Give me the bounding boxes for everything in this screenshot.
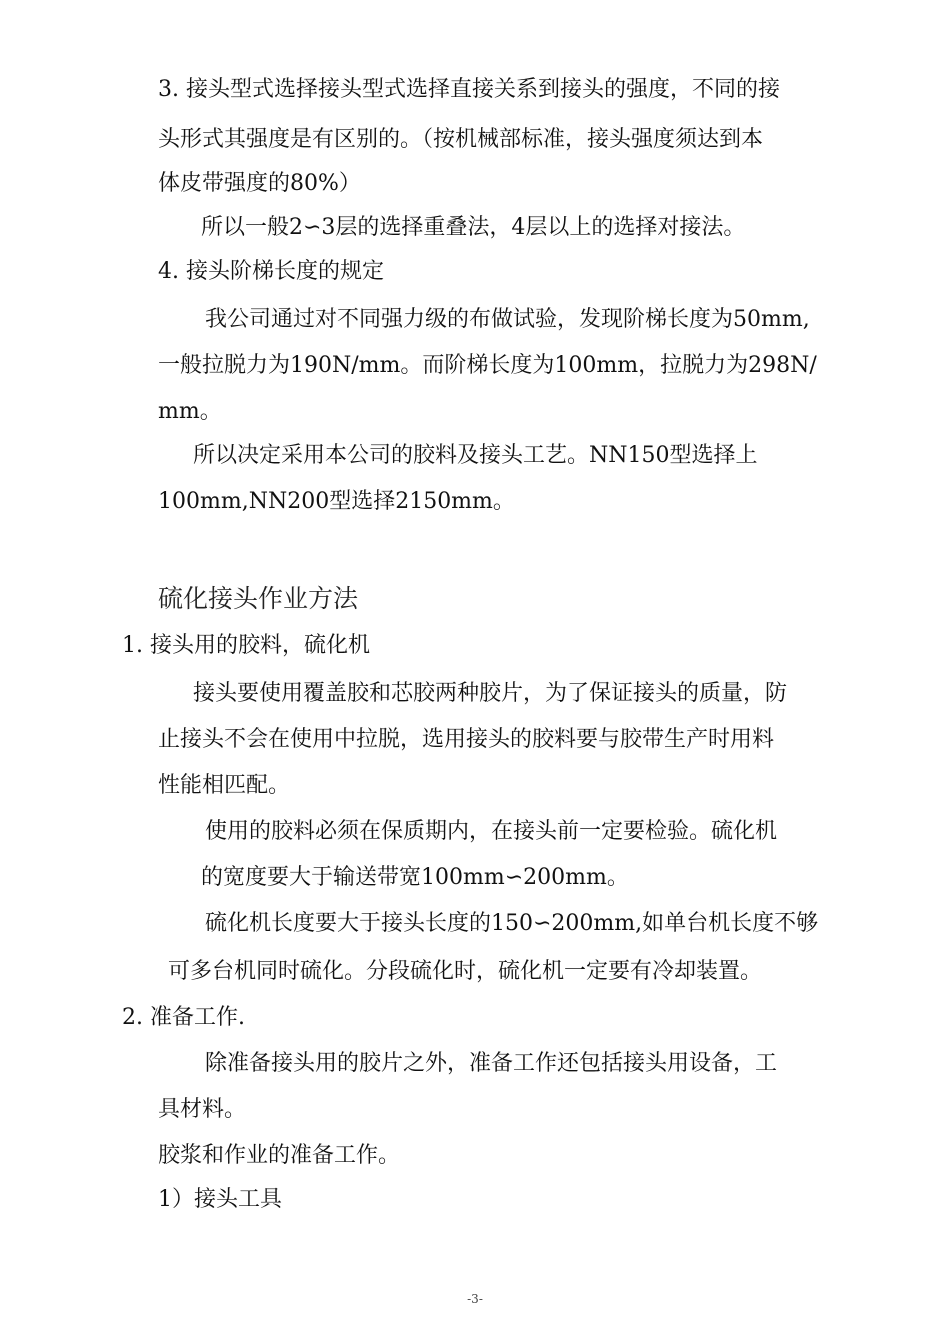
- item4-paragraph2-line2: 100mm,NN200型选择2150mm。: [158, 489, 515, 514]
- item1-paragraph1-line1: 接头要使用覆盖胶和芯胶两种胶片，为了保证接头的质量，防: [193, 681, 788, 706]
- item2-paragraph2: 胶浆和作业的准备工作。: [158, 1143, 401, 1168]
- item2-title: 2. 准备工作.: [122, 1005, 245, 1030]
- item4-paragraph2-line1: 所以决定采用本公司的胶料及接头工艺。NN150型选择上: [193, 443, 758, 468]
- item2-paragraph1-line1: 除准备接头用的胶片之外，准备工作还包括接头用设备，工: [205, 1051, 778, 1076]
- item1-paragraph2-line1: 使用的胶料必须在保质期内，在接头前一定要检验。硫化机: [205, 819, 778, 844]
- item1-paragraph2-line2: 的宽度要大于输送带宽100mm∽200mm。: [201, 865, 629, 890]
- item3-line3: 体皮带强度的80%）: [158, 171, 361, 196]
- item4-paragraph1-line1: 我公司通过对不同强力级的布做试验，发现阶梯长度为50mm,: [205, 307, 810, 332]
- item3-line2: 头形式其强度是有区别的。（按机械部标准，接头强度须达到本: [158, 127, 764, 152]
- item1-title: 1. 接头用的胶料，硫化机: [122, 633, 370, 658]
- item4-paragraph1-line3: mm。: [158, 399, 222, 424]
- item3-line1: 3. 接头型式选择接头型式选择直接关系到接头的强度，不同的接: [158, 77, 780, 102]
- item2-paragraph1-line2: 具材料。: [158, 1097, 247, 1122]
- item1-paragraph1-line3: 性能相匹配。: [158, 773, 291, 798]
- item1-paragraph3-line2: 可多台机同时硫化。分段硫化时，硫化机一定要有冷却装置。: [168, 959, 763, 984]
- section-heading: 硫化接头作业方法: [158, 584, 359, 613]
- item1-paragraph1-line2: 止接头不会在使用中拉脱，选用接头的胶料要与胶带生产时用料: [158, 727, 775, 752]
- page-number: -3-: [467, 1292, 483, 1306]
- item1-paragraph3-line1: 硫化机长度要大于接头长度的150∽200mm,如单台机长度不够: [205, 911, 819, 936]
- item4-paragraph1-line2: 一般拉脱力为190N/mm。而阶梯长度为100mm，拉脱力为298N/: [158, 353, 817, 378]
- item3-conclusion: 所以一般2∽3层的选择重叠法，4层以上的选择对接法。: [201, 215, 746, 240]
- item2-subitem1: 1）接头工具: [158, 1187, 282, 1212]
- item4-title: 4. 接头阶梯长度的规定: [158, 259, 384, 284]
